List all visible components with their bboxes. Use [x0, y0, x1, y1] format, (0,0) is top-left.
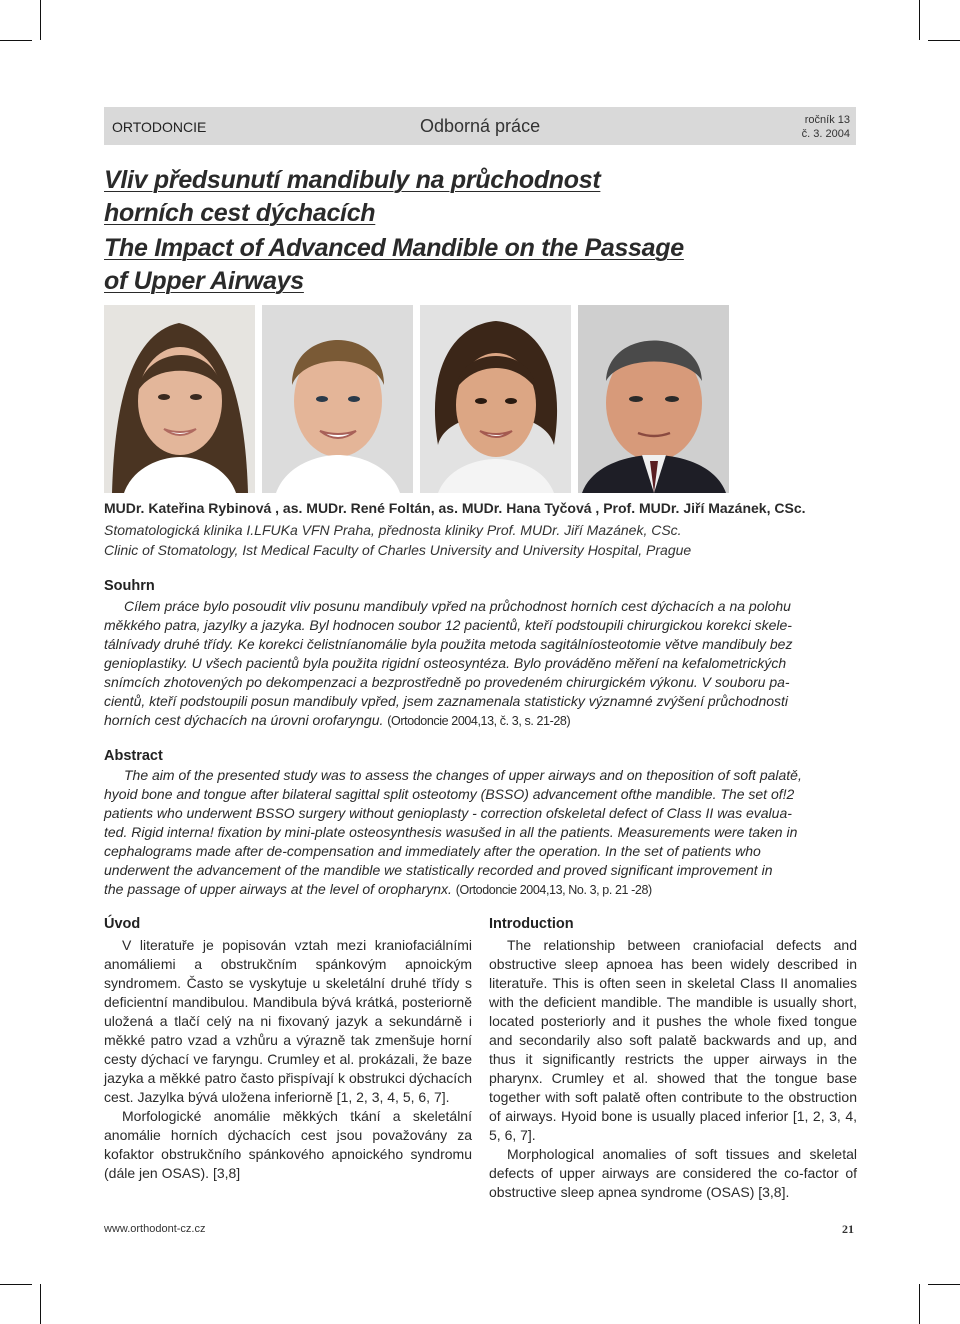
journal-section: ORTODONCIE: [112, 119, 207, 135]
title-english-line: The Impact of Advanced Mandible on the Passage: [104, 234, 684, 262]
issue-label: č. 3. 2004: [801, 128, 850, 140]
summary-line: cientů, kteří podstoupili posun mandibuly vpřed, jsem zaznamenala statisticky významné zvýšení průchodnosti: [104, 693, 789, 709]
crop-mark: [919, 0, 920, 40]
crop-mark: [40, 0, 41, 40]
abstract-line: cephalograms made after de-compensation and immediately after the operation. In the set of patients who: [104, 843, 761, 859]
summary-line: měkkého patra, jazylky a jazyka. Byl hodnocen soubor 12 pacientů, kteří podstoupili chirurgickou korekci skele-: [104, 617, 792, 633]
summary-line-end: horních cest dýchacích na úrovni orofaryngu.: [104, 712, 384, 728]
title-czech: [104, 164, 864, 230]
volume-label: ročník 13: [804, 114, 850, 126]
introduction-heading: Introduction: [489, 916, 574, 932]
abstract-line: ted. Rigid interna! fixation by mini-plate osteosynthesis wasušed in all the patients. Measurements were taken in: [104, 824, 798, 840]
abstract-line: hyoid bone and tongue after bilateral sagittal split osteotomy (BSSO) advancement ofthe mandible. The set of!2: [104, 786, 795, 802]
abstract-line: [104, 880, 890, 900]
article-category: Odborná práce: [420, 116, 541, 136]
summary-text: [104, 597, 890, 731]
abstract-line-end: the passage of upper airways at the level of oropharynx.: [104, 881, 452, 897]
introduction-paragraph-1: The relationship between craniofacial defects and obstructive sleep apnoea has been widely described in literatuře. This is often seen in skeletal Class II anomalies with the deficient mandible. The mandible is usually short, located posteriorly and it pushes the whole fixed tongue and secondarily also soft palatě backwards and up, and thus it significantly restricts the upper airways in the pharynx. Crumley et al. showed that the tongue base together with soft palatě often contribute to the obstruction of airways. Hyoid bone is usually placed inferior [1, 2, 3, 4, 5, 6, 7].: [489, 937, 857, 1143]
crop-mark: [0, 1284, 32, 1285]
authors: MUDr. Kateřina Rybinová , as. MUDr. René Foltán, as. MUDr. Hana Tyčová , Prof. MUDr. Jiří Mazánek, CSc.: [104, 500, 806, 516]
author-photo-3: [420, 305, 571, 493]
author-photo-4: [578, 305, 729, 493]
summary-line: [104, 711, 890, 731]
title-czech-line: Vliv předsunutí mandibuly na průchodnost: [104, 166, 601, 194]
abstract-text: [104, 766, 890, 900]
introduction-paragraph-2: Morphological anomalies of soft tissues and skeletal defects of upper airways are considered the co-factor of obstructive sleep apnea syndrome (OSAS) [3,8].: [489, 1146, 857, 1200]
summary-citation: (Ortodoncie 2004,13, č. 3, s. 21-28): [387, 714, 571, 728]
abstract-heading: Abstract: [104, 748, 163, 764]
footer-url: www.orthodont-cz.cz: [104, 1223, 206, 1235]
author-photos: [104, 305, 728, 493]
summary-line: Cílem práce bylo posoudit vliv posunu mandibuly vpřed na průchodnost horních cest dýchacích a na polohu: [124, 598, 791, 614]
summary-line: snímcích zhotovených po dekompenzaci a bezprostředně po provedeném chirurgickém výkonu. V souboru pa-: [104, 674, 790, 690]
affiliation-english: Clinic of Stomatology, Ist Medical Faculty of Charles University and University Hospital, Prague: [104, 542, 692, 558]
summary-line: genioplastiky. U všech pacientů byla použita rigidní osteosyntéza. Bylo prováděno měření na kefalometrických: [104, 655, 787, 671]
uvod-heading: Úvod: [104, 916, 141, 932]
abstract-line: patients who underwent BSSO surgery without genioplasty - correction ofskeletal defect of Class II was evalua-: [104, 805, 792, 821]
uvod-paragraph-2: Morfologické anomálie měkkých tkání a skeletální anomálie horních dýchacích cest jsou považovány za kofaktor obstrukčního spánkového apnoického syndromu (dále jen OSAS). [3,8]: [104, 1108, 472, 1181]
author-photo-2: [262, 305, 413, 493]
uvod-paragraph-1: V literatuře je popisován vztah mezi kraniofaciálními anomáliemi a obstrukčním spánkovým apnoickým syndromem. Často se vyskytuje u skeletální druhé třídy s deficientní mandibulou. Mandibula bývá krátká, posteriorně uložená a tlačí celý na ni fixovaný jazyk a sekundárně i měkké patro vzad a vzhůru a výrazně tak zmenšuje horní cesty dýchací ve faryngu. Crumley et al. prokázali, že baze jazyka a měkké patro často přispívají k obstrukci dýchacích cest. Jazylka bývá uložena inferiorně [1, 2, 3, 4, 5, 6, 7].: [104, 937, 472, 1105]
crop-mark: [928, 40, 960, 41]
abstract-line: The aim of the presented study was to assess the changes of upper airways and on theposition of soft palatě,: [124, 767, 802, 783]
journal-header: [104, 107, 856, 145]
crop-mark: [919, 1284, 920, 1324]
author-photo-1: [104, 305, 255, 493]
title-english-line: of Upper Airways: [104, 267, 304, 295]
title-czech-line: horních cest dýchacích: [104, 199, 376, 227]
uvod-column: [104, 916, 472, 1183]
page-number: 21: [842, 1222, 854, 1236]
abstract-line: underwent the advancement of the mandible we statistically recorded and proved significant improvement in: [104, 862, 773, 878]
crop-mark: [0, 40, 32, 41]
introduction-column: [489, 916, 857, 1202]
summary-heading: Souhrn: [104, 578, 155, 594]
issue-info: [802, 113, 850, 141]
affiliation-czech: Stomatologická klinika I.LFUKa VFN Praha, přednosta kliniky Prof. MUDr. Jiří Mazánek, CSc.: [104, 522, 682, 538]
abstract-citation: (Ortodoncie 2004,13, No. 3, p. 21 -28): [455, 883, 652, 897]
title-english: [104, 232, 864, 298]
crop-mark: [928, 1284, 960, 1285]
crop-mark: [40, 1284, 41, 1324]
summary-line: tálnívady druhé třídy. Ke korekci čelistníanomálie byla použita metoda sagitálníosteotomie větve mandibuly bez: [104, 636, 793, 652]
